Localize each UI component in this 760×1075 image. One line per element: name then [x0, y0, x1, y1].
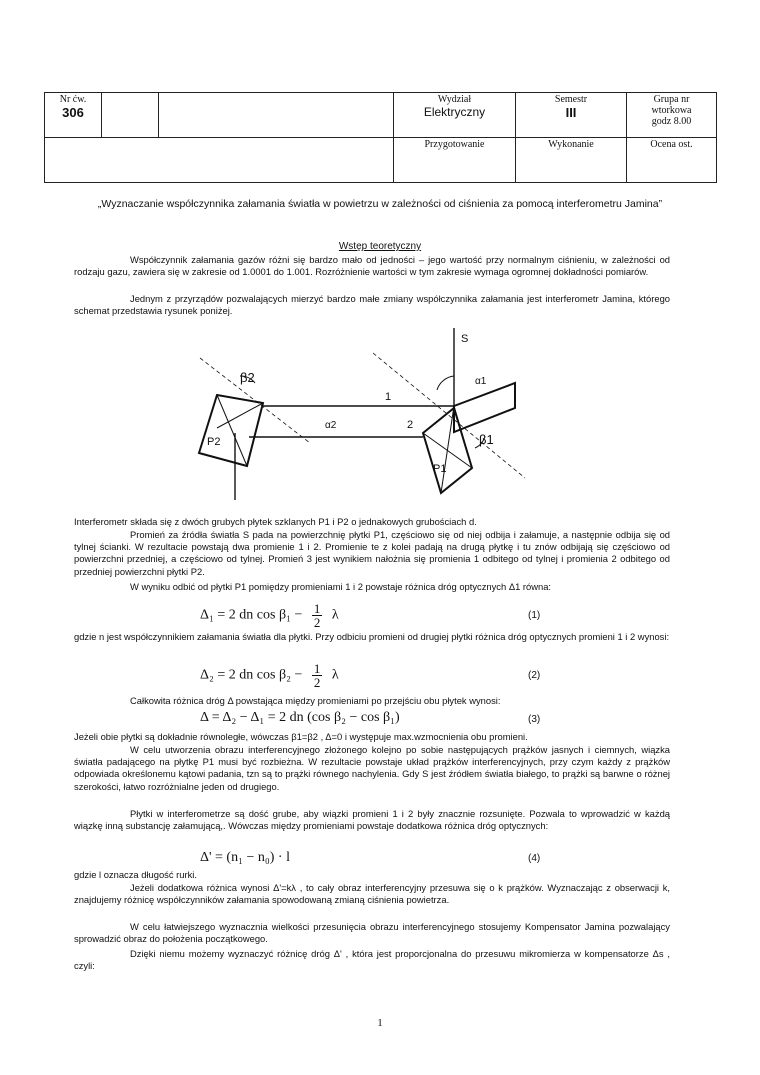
exercise-number-cell [45, 93, 102, 138]
paragraph-11: gdzie l oznacza długość rurki. [74, 869, 197, 880]
label-plate-p2: P2 [207, 436, 221, 448]
formula-2-main: Δ₂ = 2 dn cos β₂ − [200, 667, 303, 683]
blank-cell-1 [102, 93, 159, 138]
faculty-cell [394, 93, 516, 138]
group-label: Grupa nr [653, 94, 690, 105]
header-table [44, 92, 717, 183]
label-plate-p1: P1 [433, 463, 447, 475]
label-alpha-2: α2 [325, 420, 337, 431]
formula-1-numerator: 1 [313, 601, 321, 616]
formula-2-lambda: λ [331, 667, 339, 683]
equation-number-2: (2) [528, 670, 541, 681]
page-number: 1 [377, 1017, 383, 1029]
paragraph-12: Jeżeli dodatkowa różnica wynosi Δ'=kλ , to cały obraz interferencyjny przesuwa się o k prążków. Wyznaczając z obserwacji k, znajdujemy różnicę współczynników załamania spowodowaną zmianą ciśnienia powietrza. [74, 882, 670, 906]
formula-2-denominator: 2 [313, 675, 321, 690]
plate-p1-front [454, 383, 515, 432]
jamin-interferometer-diagram [185, 328, 545, 500]
group-time: godz 8.00 [651, 116, 692, 127]
preparation-cell: Przygotowanie [394, 138, 516, 183]
formula-1-main: Δ₁ = 2 dn cos β₁ − [200, 607, 303, 623]
group-cell [627, 93, 717, 138]
exercise-number-label: Nr ćw. [59, 94, 87, 105]
formula-2 [200, 662, 339, 689]
semester-label: Semestr [554, 94, 588, 105]
faculty-value: Elektryczny [423, 105, 486, 119]
equation-number-3: (3) [528, 714, 541, 725]
equation-number-4: (4) [528, 853, 541, 864]
label-alpha-1: α1 [475, 376, 487, 387]
blank-cell-3 [45, 138, 394, 183]
formula-1-denominator: 2 [313, 615, 321, 630]
label-ray-2: 2 [407, 419, 414, 431]
faculty-label: Wydział [437, 94, 472, 105]
formula-2-fraction [312, 662, 323, 689]
label-source: S [461, 333, 469, 345]
normal-p1-dashed [373, 353, 525, 478]
paragraph-7: Całkowita różnica dróg Δ powstająca między promieniami po przejściu obu płytek wynosi: [130, 695, 501, 706]
paragraph-9: W celu utworzenia obrazu interferencyjnego złożonego kolejno po sobie następujących prążków jasnych i ciemnych, wiązka światła padającego na płytkę P1 musi być rozbieżna. W rezultacie powstaje układ prążków interferencyjnych, przy czym każdy z prążków odpowiada określonemu kątowi padania, tzn są to prążki równego nachylenia. Gdy S jest źródłem światła białego, to prążki są barwne o różnej szerokości, łatwo rozróżnialne jeden od drugiego. [74, 744, 670, 792]
exercise-number-value: 306 [62, 105, 84, 120]
equation-number-1: (1) [528, 610, 541, 621]
paragraph-6: gdzie n jest współczynnikiem załamania światła dla płytki. Przy odbiciu promieni od drugiej płytki różnica dróg optycznych promieni 1 i 2 wynosi: [74, 631, 670, 642]
document-title: „Wyznaczanie współczynnika załamania światła w powietrzu w zależności od ciśnienia za pomocą interferometru Jamina” [97, 198, 663, 210]
paragraph-2: Jednym z przyrządów pozwalających mierzyć bardzo małe zmiany współczynnika załamania jest interferometr Jamina, którego schemat przedstawia rysunek poniżej. [74, 293, 670, 317]
label-beta-2: β2 [240, 370, 255, 385]
formula-3: Δ = Δ₂ − Δ₁ = 2 dn (cos β₂ − cos β₁) [200, 710, 400, 725]
semester-cell [516, 93, 627, 138]
execution-cell: Wykonanie [516, 138, 627, 183]
plate-p2-body [199, 395, 263, 466]
blank-cell-2 [159, 93, 394, 138]
paragraph-14: Dzięki niemu możemy wyznaczyć różnicę dróg Δ' , która jest proporcjonalna do przesuwu mikromierza w kompensatorze Δs , czyli: [74, 948, 670, 972]
section-heading: Wstęp teoretyczny [338, 241, 422, 252]
formula-2-numerator: 1 [313, 661, 321, 676]
paragraph-4: Promień za źródła światła S pada na powierzchnię płytki P1, częściowo się od niej odbija i załamuje, a następnie odbija się od tylnej ścianki. W rezultacie powstają dwa promienie 1 i 2. Promienie te z kolei padają na drugą płytkę i tu znów odbijają się częściowo od powierzchni przedniej, a częściowo od tylnej. Promień 3 jest wynikiem nałożnia się promienia 1 odbitego od tylnej i promienia 2 odbitego od przedniej powierzchni płytki P2. [74, 529, 670, 577]
formula-1 [200, 602, 339, 629]
label-ray-1: 1 [385, 391, 392, 403]
formula-1-fraction [312, 602, 323, 629]
paragraph-3: Interferometr składa się z dwóch grubych płytek szklanych P1 i P2 o jednakowych grubościach d. [74, 516, 477, 527]
normal-p2-dashed [200, 358, 310, 443]
paragraph-13: W celu łatwiejszego wyznacznia wielkości przesunięcia obrazu interferencyjnego stosujemy Kompensator Jamina pozwalający sprowadzić obraz do położenia początkowego. [74, 921, 670, 945]
semester-value: III [565, 105, 577, 120]
paragraph-10: Płytki w interferometrze są dość grube, aby wiązki promieni 1 i 2 były znacznie rozsunięte. Pozwala to wprowadzić w każdą wiązkę inną substancję załamującą,. Wówczas między promieniami powstaje dodatkowa różnica dróg optycznych: [74, 808, 670, 832]
paragraph-1: Współczynnik załamania gazów różni się bardzo mało od jedności – jego wartość przy normalnym ciśnieniu, w zależności od rodzaju gazu, zawiera się w zakresie od 1.0001 do 1.001. Rozróżnienie wartości w tym zakresie wymaga ogromnej dokładności pomiarów. [74, 254, 670, 278]
paragraph-8: Jeżeli obie płytki są dokładnie równoległe, wówczas β1=β2 , Δ=0 i występuje max.wzmocnienia obu promieni. [74, 731, 528, 742]
formula-1-lambda: λ [331, 607, 339, 623]
formula-4: Δ' = (n₁ − n₀) · l [200, 850, 290, 865]
label-beta-1: β1 [479, 432, 494, 447]
group-day: wtorkowa [651, 105, 692, 116]
paragraph-5: W wyniku odbić od płytki P1 pomiędzy promieniami 1 i 2 powstaje różnica dróg optycznych Δ1 równa: [130, 581, 552, 592]
final-grade-cell: Ocena ost. [627, 138, 717, 183]
